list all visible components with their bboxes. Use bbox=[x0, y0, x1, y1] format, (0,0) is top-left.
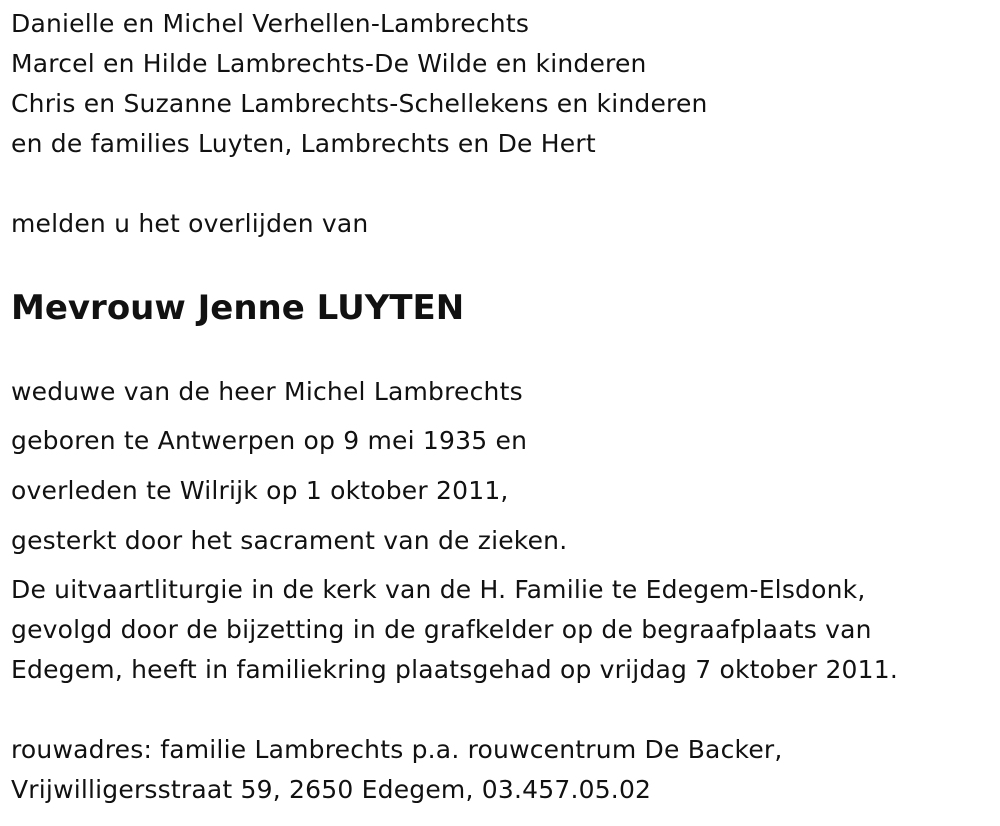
announcer-line: Marcel en Hilde Lambrechts-De Wilde en kinderen bbox=[11, 49, 647, 78]
address-line: rouwadres: familie Lambrechts p.a. rouwcentrum De Backer, bbox=[11, 735, 783, 764]
deceased-name: Mevrouw Jenne LUYTEN bbox=[11, 288, 465, 328]
funeral-line: gevolgd door de bijzetting in de grafkelder op de begraafplaats van bbox=[11, 615, 872, 644]
announcer-line: Chris en Suzanne Lambrechts-Schellekens en kinderen bbox=[11, 89, 708, 118]
detail-line: gesterkt door het sacrament van de zieken. bbox=[11, 526, 568, 555]
address-line: Vrijwilligersstraat 59, 2650 Edegem, 03.457.05.02 bbox=[11, 775, 652, 804]
announcement-text: melden u het overlijden van bbox=[11, 209, 369, 238]
funeral-line: Edegem, heeft in familiekring plaatsgehad op vrijdag 7 oktober 2011. bbox=[11, 655, 899, 684]
detail-line: geboren te Antwerpen op 9 mei 1935 en bbox=[11, 426, 528, 455]
announcer-line: Danielle en Michel Verhellen-Lambrechts bbox=[11, 9, 530, 38]
announcer-line: en de families Luyten, Lambrechts en De Hert bbox=[11, 129, 596, 158]
funeral-line: De uitvaartliturgie in de kerk van de H. Familie te Edegem-Elsdonk, bbox=[11, 575, 866, 604]
detail-line: weduwe van de heer Michel Lambrechts bbox=[11, 377, 523, 406]
detail-line: overleden te Wilrijk op 1 oktober 2011, bbox=[11, 476, 509, 505]
